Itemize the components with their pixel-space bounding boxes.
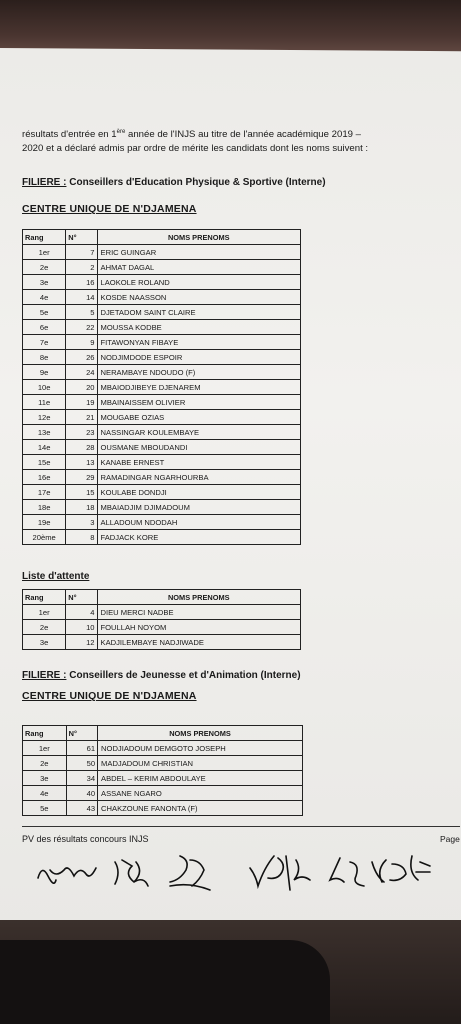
header-rang: Rang: [23, 726, 67, 741]
table-row: [23, 771, 303, 786]
table-row: [23, 275, 301, 290]
header-noms: NOMS PRENOMS: [97, 230, 300, 245]
rang-cell: 3e: [23, 275, 66, 290]
header-rang: Rang: [23, 590, 66, 605]
rang-cell: 6e: [23, 320, 66, 335]
name-cell: RAMADINGAR NGARHOURBA: [97, 470, 300, 485]
num-cell: 34: [66, 771, 97, 786]
header-num: N°: [66, 230, 97, 245]
rang-cell: 7e: [23, 335, 66, 350]
name-cell: FITAWONYAN FIBAYE: [97, 335, 300, 350]
rang-cell: 1er: [23, 741, 67, 756]
num-cell: 21: [66, 410, 97, 425]
num-cell: 40: [66, 786, 97, 801]
rang-cell: 2e: [23, 620, 66, 635]
rang-cell: 1er: [23, 245, 66, 260]
signature-4: [250, 856, 310, 890]
table-row: [23, 620, 301, 635]
rang-cell: 11e: [23, 395, 66, 410]
table-row: [23, 335, 301, 350]
num-cell: 61: [66, 741, 97, 756]
signature-1: [38, 868, 96, 883]
rang-cell: 16e: [23, 470, 66, 485]
name-cell: FADJACK KORE: [97, 530, 300, 545]
name-cell: DIEU MERCI NADBE: [97, 605, 300, 620]
table-row: [23, 455, 301, 470]
table-row: [23, 470, 301, 485]
num-cell: 10: [66, 620, 97, 635]
table-row: [23, 380, 301, 395]
table-row: [23, 786, 303, 801]
table-row: [23, 500, 301, 515]
table-row: [23, 635, 301, 650]
name-cell: MBAIADJIM DJIMADOUM: [97, 500, 300, 515]
rang-cell: 2e: [23, 260, 66, 275]
rang-cell: 15e: [23, 455, 66, 470]
waiting-list-table: [22, 589, 301, 650]
name-cell: LAOKOLE ROLAND: [97, 275, 300, 290]
rang-cell: 13e: [23, 425, 66, 440]
rang-cell: 4e: [23, 290, 66, 305]
rang-cell: 5e: [23, 801, 67, 816]
footer-divider: [22, 826, 460, 827]
rang-cell: 5e: [23, 305, 66, 320]
name-cell: MOUGABE OZIAS: [97, 410, 300, 425]
table-header-row: [23, 230, 301, 245]
signature-2: [115, 860, 148, 886]
table-row: [23, 440, 301, 455]
results-table-2: [22, 725, 303, 816]
table-row: [23, 395, 301, 410]
num-cell: 13: [66, 455, 97, 470]
table-row: [23, 801, 303, 816]
table-row: [23, 741, 303, 756]
num-cell: 7: [66, 245, 97, 260]
table-row: [23, 756, 303, 771]
table-row: [23, 530, 301, 545]
table-row: [23, 290, 301, 305]
name-cell: KOSDE NAASSON: [97, 290, 300, 305]
name-cell: KANABE ERNEST: [97, 455, 300, 470]
filiere-heading-1: FILIERE : Conseillers d'Education Physique & Sportive (Interne): [22, 177, 326, 188]
rang-cell: 14e: [23, 440, 66, 455]
centre-heading-2: CENTRE UNIQUE DE N'DJAMENA: [22, 690, 197, 702]
name-cell: OUSMANE MBOUDANDI: [97, 440, 300, 455]
header-noms: NOMS PRENOMS: [98, 726, 303, 741]
name-cell: AHMAT DAGAL: [97, 260, 300, 275]
name-cell: MADJADOUM CHRISTIAN: [98, 756, 303, 771]
num-cell: 8: [66, 530, 97, 545]
rang-cell: 9e: [23, 365, 66, 380]
num-cell: 23: [66, 425, 97, 440]
name-cell: NERAMBAYE NDOUDO (F): [97, 365, 300, 380]
name-cell: ERIC GUINGAR: [97, 245, 300, 260]
table-header-row: [23, 590, 301, 605]
footer-text: PV des résultats concours INJS: [22, 834, 149, 844]
num-cell: 9: [66, 335, 97, 350]
name-cell: CHAKZOUNE FANONTA (F): [98, 801, 303, 816]
rang-cell: 10e: [23, 380, 66, 395]
num-cell: 43: [66, 801, 97, 816]
table-row: [23, 245, 301, 260]
name-cell: ABDEL – KERIM ABDOULAYE: [98, 771, 303, 786]
name-cell: ASSANE NGARO: [98, 786, 303, 801]
num-cell: 16: [66, 275, 97, 290]
num-cell: 24: [66, 365, 97, 380]
rang-cell: 2e: [23, 756, 67, 771]
num-cell: 29: [66, 470, 97, 485]
rang-cell: 8e: [23, 350, 66, 365]
num-cell: 26: [66, 350, 97, 365]
table-row: [23, 485, 301, 500]
table-header-row: [23, 726, 303, 741]
background-bottom: [0, 920, 461, 1024]
table-row: [23, 425, 301, 440]
num-cell: 22: [66, 320, 97, 335]
rang-cell: 1er: [23, 605, 66, 620]
name-cell: FOULLAH NOYOM: [97, 620, 300, 635]
header-rang: Rang: [23, 230, 66, 245]
num-cell: 4: [66, 605, 97, 620]
rang-cell: 12e: [23, 410, 66, 425]
rang-cell: 4e: [23, 786, 67, 801]
num-cell: 19: [66, 395, 97, 410]
name-cell: KOULABE DONDJI: [97, 485, 300, 500]
intro-text: résultats d'entrée en 1ère année de l'INJS au titre de l'année académique 2019 – 2020 et a déclaré admis par ordre de mérite les candidats dont les noms suivent :: [22, 129, 369, 155]
num-cell: 3: [66, 515, 97, 530]
name-cell: DJETADOM SAINT CLAIRE: [97, 305, 300, 320]
num-cell: 20: [66, 380, 97, 395]
num-cell: 28: [66, 440, 97, 455]
rang-cell: 3e: [23, 635, 66, 650]
num-cell: 18: [66, 500, 97, 515]
results-table-1: [22, 229, 301, 545]
signature-3: [170, 856, 210, 890]
rang-cell: 17e: [23, 485, 66, 500]
name-cell: MBAINAISSEM OLIVIER: [97, 395, 300, 410]
name-cell: NASSINGAR KOULEMBAYE: [97, 425, 300, 440]
table-row: [23, 260, 301, 275]
table-row: [23, 365, 301, 380]
name-cell: MBAIODJIBEYE DJENAREM: [97, 380, 300, 395]
header-noms: NOMS PRENOMS: [97, 590, 300, 605]
table-row: [23, 605, 301, 620]
table-row: [23, 305, 301, 320]
name-cell: MOUSSA KODBE: [97, 320, 300, 335]
rang-cell: 19e: [23, 515, 66, 530]
page-label: Page: [440, 834, 460, 844]
num-cell: 2: [66, 260, 97, 275]
table-row: [23, 350, 301, 365]
name-cell: NODJIADOUM DEMGOTO JOSEPH: [98, 741, 303, 756]
name-cell: ALLADOUM NDODAH: [97, 515, 300, 530]
signature-6: [372, 856, 430, 882]
header-num: N°: [66, 590, 97, 605]
num-cell: 14: [66, 290, 97, 305]
num-cell: 5: [66, 305, 97, 320]
name-cell: KADJILEMBAYE NADJIWADE: [97, 635, 300, 650]
table-row: [23, 515, 301, 530]
rang-cell: 18e: [23, 500, 66, 515]
rang-cell: 20ème: [23, 530, 66, 545]
header-num: N°: [66, 726, 97, 741]
num-cell: 15: [66, 485, 97, 500]
name-cell: NODJIMDODE ESPOIR: [97, 350, 300, 365]
num-cell: 12: [66, 635, 97, 650]
table-row: [23, 410, 301, 425]
signature-5: [330, 858, 364, 886]
signatures: [20, 848, 440, 898]
centre-heading-1: CENTRE UNIQUE DE N'DJAMENA: [22, 203, 197, 215]
liste-attente-heading: Liste d'attente: [22, 571, 90, 582]
num-cell: 50: [66, 756, 97, 771]
table-row: [23, 320, 301, 335]
rang-cell: 3e: [23, 771, 67, 786]
filiere-heading-2: FILIERE : Conseillers de Jeunesse et d'Animation (Interne): [22, 670, 301, 681]
